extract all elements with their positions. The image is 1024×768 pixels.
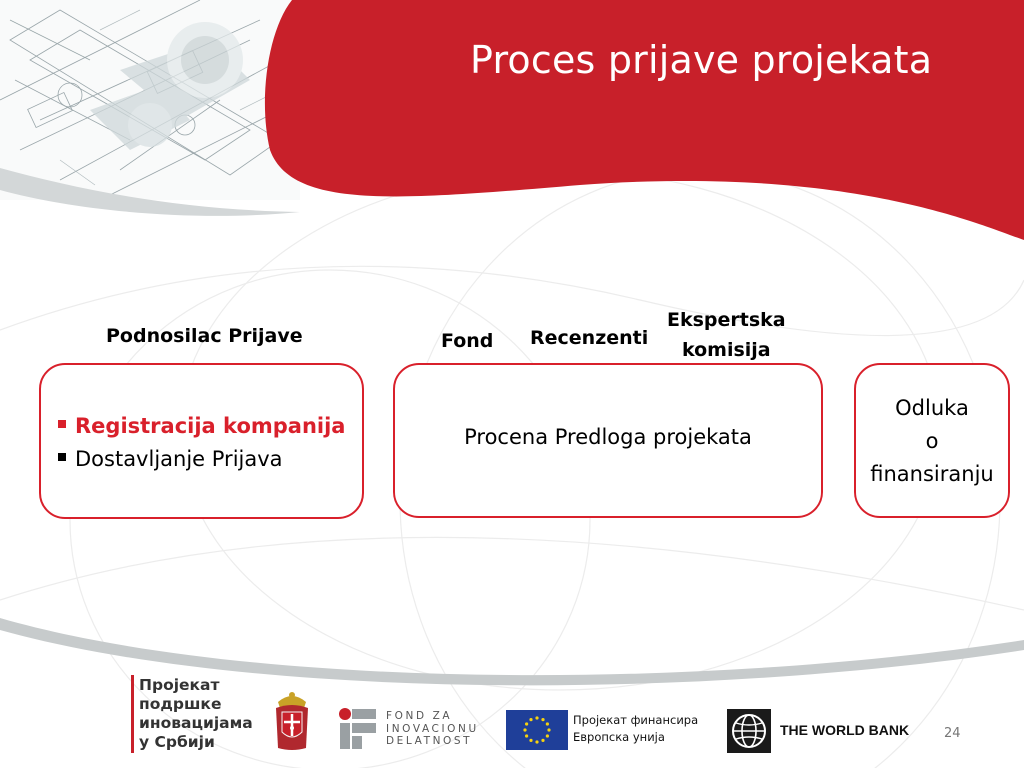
- eu-star-icon: [546, 734, 549, 737]
- eu-flag-icon: [506, 710, 568, 750]
- footer-red-divider: [131, 675, 134, 753]
- fond-line: FOND ZA: [386, 710, 453, 722]
- decision-line3: finansiranju: [870, 462, 994, 486]
- label-ekspertska-komisija: [667, 305, 786, 365]
- eu-star-icon: [529, 739, 532, 742]
- serbia-coat-of-arms-icon: [272, 688, 312, 752]
- eu-star-icon: [541, 718, 544, 721]
- eu-star-icon: [525, 722, 528, 725]
- bullet-text: Registracija kompanija: [75, 414, 346, 438]
- label-fond: Fond: [441, 330, 494, 352]
- eu-star-icon: [547, 728, 550, 731]
- project-name-serbian: [139, 676, 253, 752]
- decision-line2: o: [925, 429, 939, 453]
- eu-star-icon: [535, 740, 538, 743]
- fond-za-inovacionu-delatnost-text: [386, 710, 479, 748]
- fond-za-inovacionu-delatnost-logo-icon: [338, 707, 380, 751]
- page-number: 24: [944, 726, 961, 741]
- project-line: у Србији: [139, 733, 215, 751]
- red-header-shape: [265, 0, 1024, 240]
- eu-star-icon: [525, 734, 528, 737]
- eu-line: Европска унија: [573, 730, 665, 744]
- eu-star-icon: [529, 718, 532, 721]
- label-recenzenti: Recenzenti: [530, 327, 649, 349]
- bullet-square-icon: [58, 453, 66, 461]
- eu-star-icon: [523, 728, 526, 731]
- eu-line: Пројекат финансира: [573, 713, 699, 727]
- label-podnosilac-prijave: Podnosilac Prijave: [106, 325, 303, 347]
- eu-star-icon: [546, 722, 549, 725]
- eu-star-icon: [541, 739, 544, 742]
- project-line: иновацијама: [139, 714, 253, 732]
- bullet-item-registration: [58, 410, 345, 443]
- bullet-square-icon: [58, 420, 66, 428]
- evaluation-text: Procena Predloga projekata: [464, 425, 752, 449]
- project-line: Пројекат: [139, 676, 220, 694]
- project-line: подршке: [139, 695, 222, 713]
- slide-title: Proces prijave projekata: [470, 38, 933, 82]
- eu-star-icon: [535, 716, 538, 719]
- eu-funding-text: [573, 712, 698, 746]
- decision-line1: Odluka: [895, 396, 969, 420]
- bullet-text: Dostavljanje Prijava: [75, 447, 283, 471]
- applicant-bullet-list: [58, 410, 345, 476]
- world-bank-globe-icon: [727, 709, 771, 753]
- engineering-drawing-illustration: [0, 0, 300, 200]
- fond-line: DELATNOST: [386, 735, 473, 747]
- label-ekspertska-line2: komisija: [681, 339, 771, 361]
- world-bank-text: THE WORLD BANK: [780, 722, 910, 738]
- decision-text: [856, 392, 1008, 491]
- bullet-item-submission: [58, 443, 345, 476]
- label-ekspertska-line1: Ekspertska: [667, 309, 786, 331]
- fond-line: INOVACIONU: [386, 722, 479, 735]
